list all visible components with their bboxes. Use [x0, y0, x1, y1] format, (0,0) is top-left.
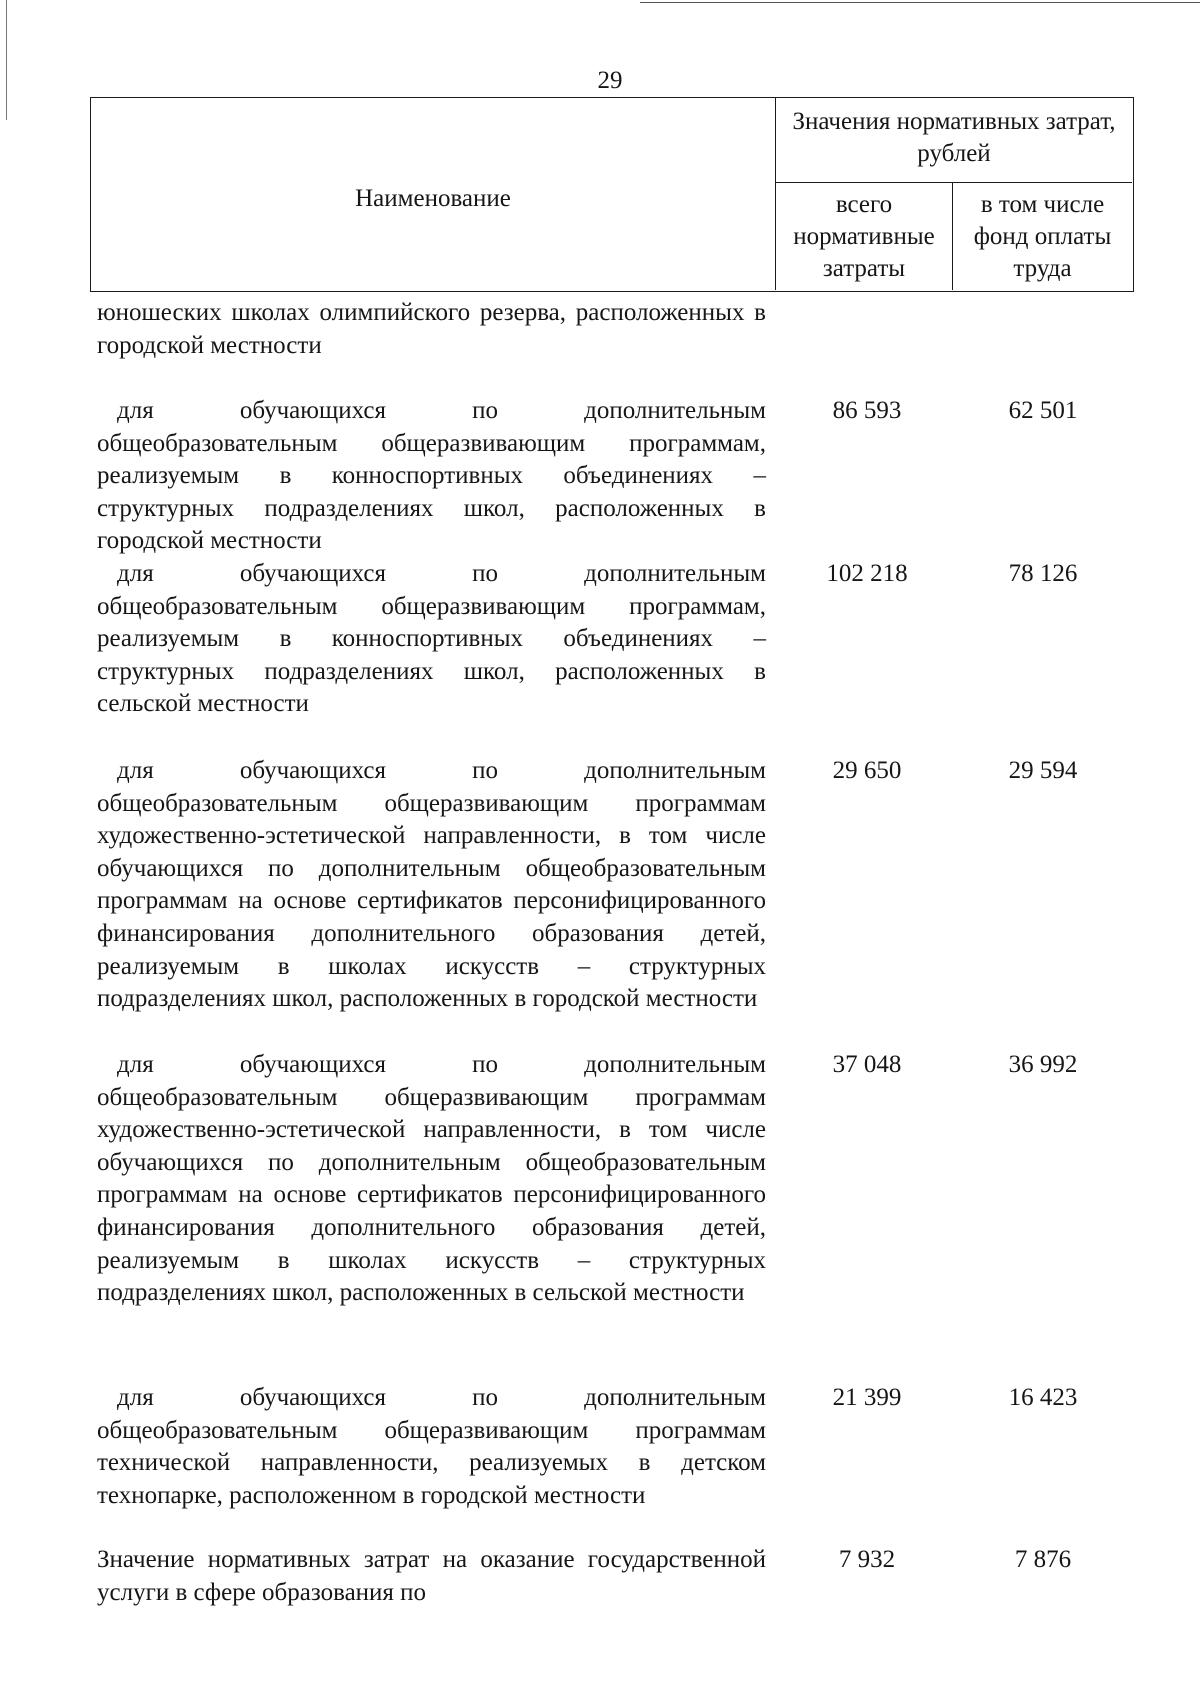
row-total-value: 7 932 — [838, 1546, 896, 1573]
row-description: Значение нормативных затрат на оказание государственной услуги в сфере образования по — [97, 1546, 766, 1606]
row-total-value: 102 218 — [826, 560, 908, 587]
row-fot-value: 62 501 — [1008, 397, 1078, 424]
row-fot-value: 7 876 — [1014, 1546, 1072, 1573]
row-description: для обучающихся по дополнительным общеобразовательным общеразвивающим программам художественно-эстетической направленности, в том числе обучающихся по дополнительным общеобразовательным программам на основе сертификатов персонифицированного финансирования дополнительного образования детей, реализуемым в школах искусств – структурных подразделениях школ, расположенных в сельской местности — [97, 1051, 766, 1307]
row-total-value: 21 399 — [832, 1384, 902, 1411]
row-fot-value: 78 126 — [1008, 560, 1078, 587]
header-name-column: Наименование — [91, 98, 776, 290]
row-total-value: 37 048 — [832, 1051, 902, 1078]
row-description: для обучающихся по дополнительным общеобразовательным общеразвивающим программам художественно-эстетической направленности, в том числе обучающихся по дополнительным общеобразовательным программам на основе сертификатов персонифицированного финансирования дополнительного образования детей, реализуемым в школах искусств – структурных подразделениях школ, расположенных в городской местности — [97, 757, 766, 1013]
row-total-value: 86 593 — [832, 397, 902, 424]
row-fot-value: 29 594 — [1008, 757, 1078, 784]
scan-left-edge — [6, 0, 7, 120]
row-description: для обучающихся по дополнительным общеобразовательным общеразвивающим программам, реализуемым в конноспортивных объединениях – структурных подразделениях школ, расположенных в городской местности — [97, 397, 766, 555]
header-values-column: Значения нормативных затрат, рублей — [776, 98, 1132, 183]
header-fot-column: в том числе фонд оплаты труда — [973, 191, 1112, 282]
row-total-value: 29 650 — [832, 757, 902, 784]
page-number: 29 — [597, 67, 623, 94]
header-total-column: всего нормативные затраты — [776, 183, 953, 290]
row-fot-value: 16 423 — [1008, 1384, 1078, 1411]
row-description: для обучающихся по дополнительным общеобразовательным общеразвивающим программам, реализуемым в конноспортивных объединениях – структурных подразделениях школ, расположенных в сельской местности — [97, 560, 766, 718]
row-description: юношеских школах олимпийского резерва, расположенных в городской местности — [97, 299, 766, 359]
row-fot-value: 36 992 — [1008, 1051, 1078, 1078]
table-header — [90, 97, 1134, 292]
row-description: для обучающихся по дополнительным общеобразовательным общеразвивающим программам технической направленности, реализуемых в детском технопарке, расположенном в городской местности — [97, 1384, 766, 1509]
scan-top-rule — [640, 2, 1200, 3]
